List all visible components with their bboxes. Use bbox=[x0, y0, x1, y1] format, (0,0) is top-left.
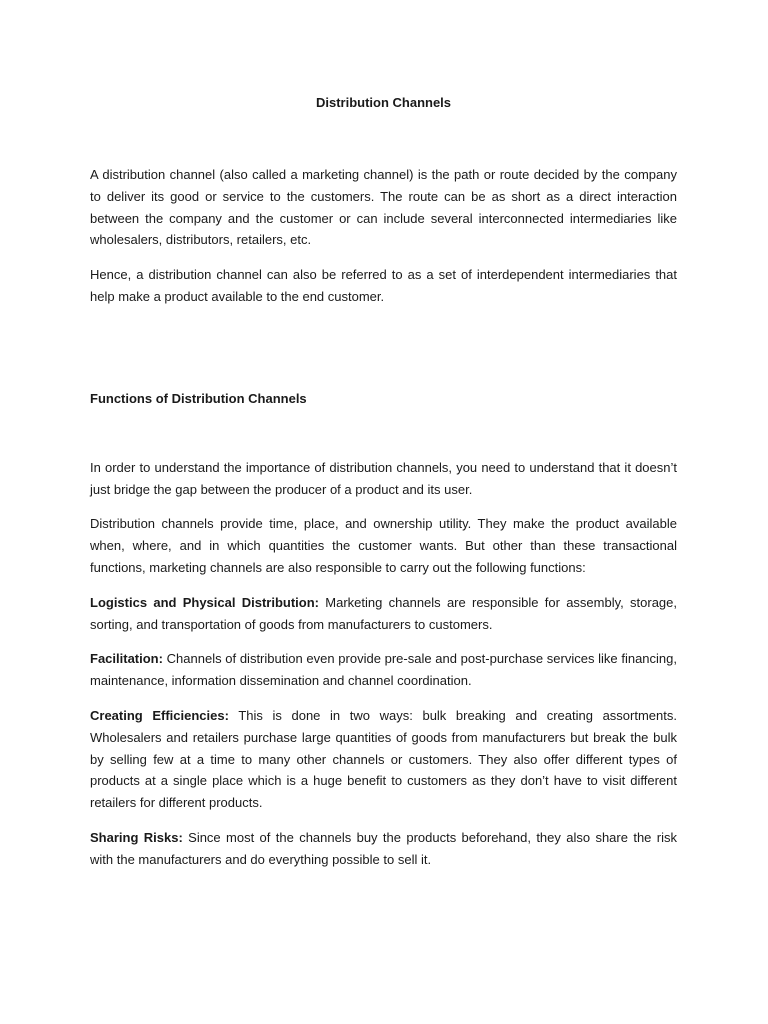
function-paragraph-risks bbox=[90, 827, 677, 871]
function-label: Sharing Risks: bbox=[90, 829, 183, 845]
function-text: Marketing channels are responsible for assembly, storage, sorting, and transportation of goods from manufacturers to customers. bbox=[90, 594, 677, 632]
section-heading: Functions of Distribution Channels bbox=[90, 390, 307, 406]
function-paragraph-facilitation bbox=[90, 648, 677, 692]
document-body bbox=[90, 92, 677, 871]
section-paragraph: Distribution channels provide time, place, and ownership utility. They make the product available when, where, and in which quantities the customer wants. But other than these transactional functions, marketing channels are also responsible to carry out the following functions: bbox=[90, 516, 677, 575]
function-text: Since most of the channels buy the products beforehand, they also share the risk with the manufacturers and do everything possible to sell it. bbox=[90, 829, 677, 867]
function-text: Channels of distribution even provide pre-sale and post-purchase services like financing, maintenance, information dissemination and channel coordination. bbox=[90, 651, 677, 689]
function-label: Logistics and Physical Distribution: bbox=[90, 594, 320, 610]
function-label: Creating Efficiencies: bbox=[90, 707, 229, 723]
function-text: This is done in two ways: bulk breaking and creating assortments. Wholesalers and retailers purchase large quantities of goods from manufacturers but break the bulk by selling few at a time to many other channels or customers. They also offer different types of products at a single place which is a huge benefit to customers as they don’t have to visit different retailers for different products. bbox=[90, 707, 677, 811]
intro-paragraph: A distribution channel (also called a marketing channel) is the path or route decided by the company to deliver its good or service to the customers. The route can be as short as a direct interaction between the company and the customer or can include several interconnected intermediaries like wholesalers, distributors, retailers, etc. bbox=[90, 167, 677, 248]
function-label: Facilitation: bbox=[90, 651, 163, 667]
intro-paragraph: Hence, a distribution channel can also be referred to as a set of interdependent intermediaries that help make a product available to the end customer. bbox=[90, 267, 677, 304]
function-paragraph-logistics bbox=[90, 592, 677, 636]
document-title: Distribution Channels bbox=[315, 95, 452, 110]
function-paragraph-efficiencies bbox=[90, 705, 677, 814]
section-paragraph: In order to understand the importance of distribution channels, you need to understand that it doesn’t just bridge the gap between the producer of a product and its user. bbox=[90, 459, 677, 497]
